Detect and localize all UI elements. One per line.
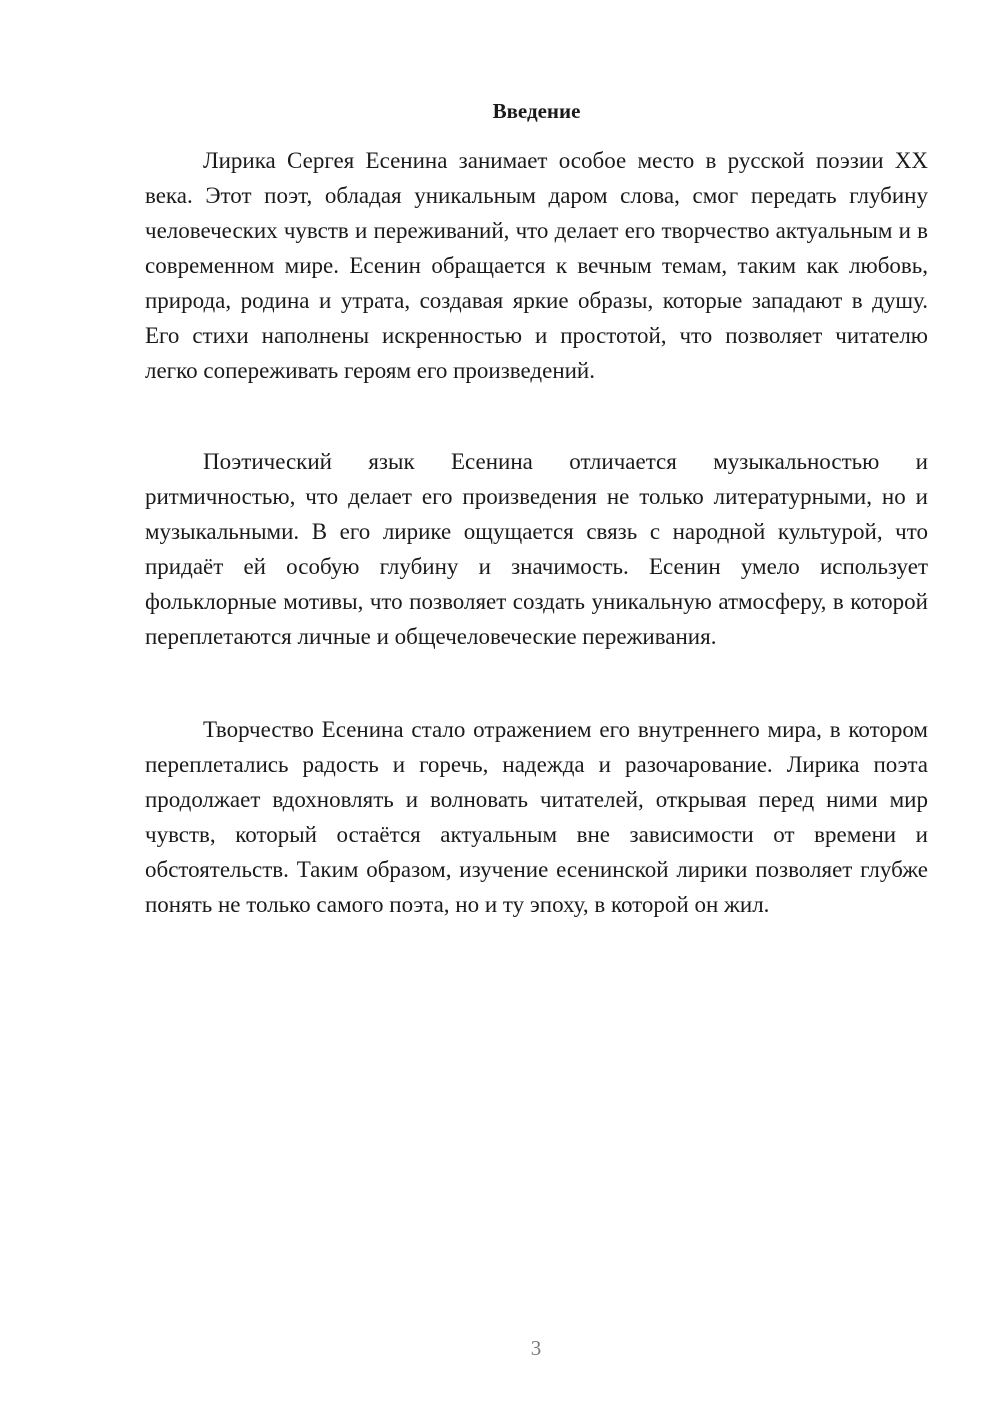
paragraph-2: Поэтический язык Есенина отличается музыкальностью и ритмичностью, что делает его произведения не только литературными, но и музыкальными. В его лирике ощущается связь с народной культурой, что придаёт ей особую глубину и значимость. Есенин умело использует фольклорные мотивы, что позволяет создать уникальную атмосферу, в которой переплетаются личные и общечеловеческие переживания. xyxy=(145,449,928,649)
paragraph-1: Лирика Сергея Есенина занимает особое место в русской поэзии XX века. Этот поэт, обладая уникальным даром слова, смог передать глубину человеческих чувств и переживаний, что делает его творчество актуальным и в современном мире. Есенин обращается к вечным темам, таким как любовь, природа, родина и утрата, создавая яркие образы, которые западают в душу. Его стихи наполнены искренностью и простотой, что позволяет читателю легко сопереживать героям его произведений. xyxy=(145,148,928,383)
page-number: 3 xyxy=(530,1336,542,1360)
paragraph-3: Творчество Есенина стало отражением его внутреннего мира, в котором переплетались радость и горечь, надежда и разочарование. Лирика поэта продолжает вдохновлять и волновать читателей, открывая перед ними мир чувств, который остаётся актуальным вне зависимости от времени и обстоятельств. Таким образом, изучение есенинской лирики позволяет глубже понять не только самого поэта, но и ту эпоху, в которой он жил. xyxy=(145,717,928,917)
section-heading: Введение xyxy=(492,99,581,123)
